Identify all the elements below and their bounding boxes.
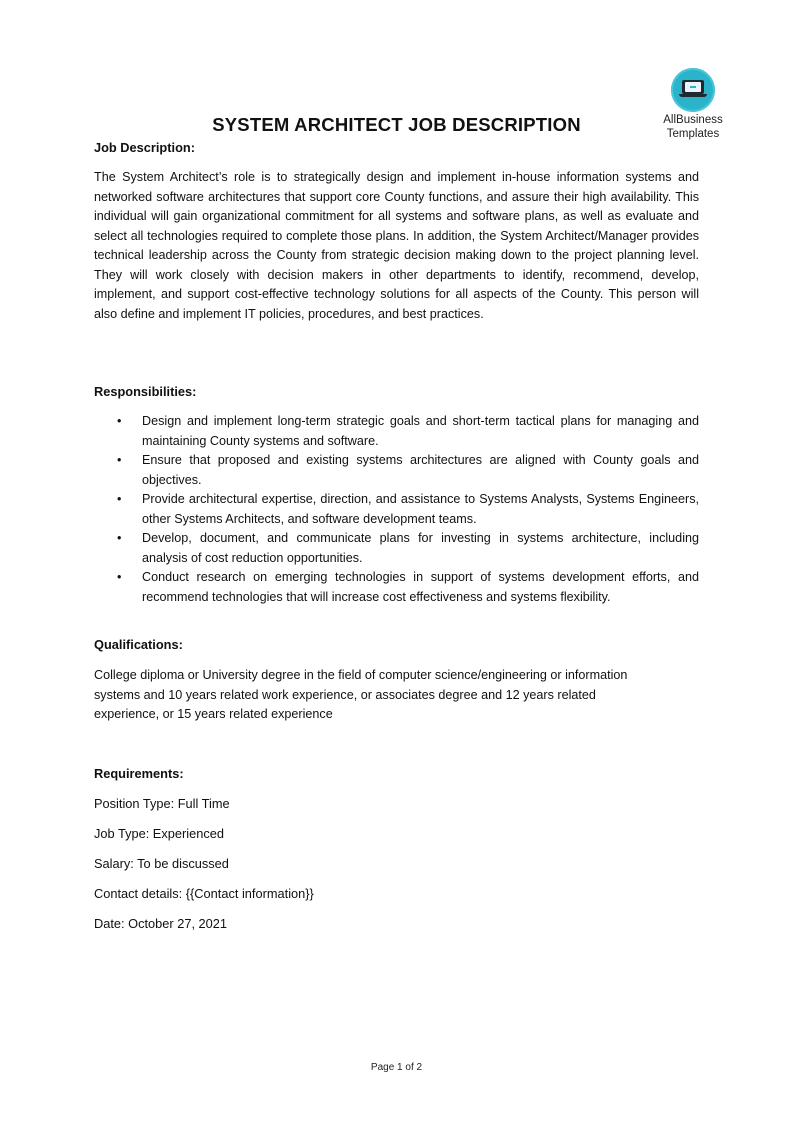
salary: Salary: To be discussed	[94, 856, 229, 871]
page-title: SYSTEM ARCHITECT JOB DESCRIPTION	[212, 114, 581, 135]
job-type: Job Type: Experienced	[94, 826, 224, 841]
responsibility-text: Design and implement long-term strategic goals and short-term tactical plans for managing and maintaining County systems and software.	[142, 414, 699, 448]
responsibilities-list	[94, 412, 699, 607]
list-item	[94, 451, 699, 490]
contact-details: Contact details: {{Contact information}}	[94, 886, 314, 901]
list-item	[94, 529, 699, 568]
responsibility-text: Develop, document, and communicate plans for investing in systems architecture, including analysis of cost reduction opportunities.	[142, 531, 699, 565]
qualifications-line: College diploma or University degree in the field of computer science/engineering or information	[94, 668, 628, 682]
bullet-icon: •	[117, 492, 122, 506]
list-item	[94, 490, 699, 529]
responsibility-text: Ensure that proposed and existing systems architectures are aligned with County goals and objectives.	[142, 453, 699, 487]
bullet-icon: •	[117, 414, 122, 428]
logo-text-line1: AllBusiness	[663, 114, 723, 126]
bullet-icon: •	[117, 531, 122, 545]
qualifications-section	[94, 637, 699, 652]
laptop-icon	[671, 68, 715, 112]
date: Date: October 27, 2021	[94, 916, 228, 931]
bullet-icon: •	[117, 570, 122, 584]
responsibilities-list-wrap	[94, 412, 699, 607]
list-item	[94, 568, 699, 607]
logo-text-line2: Templates	[666, 128, 720, 140]
requirements-heading: Requirements:	[94, 766, 184, 781]
list-item	[94, 412, 699, 451]
responsibilities-section	[94, 384, 699, 399]
qualifications-body-wrap	[94, 666, 699, 725]
job-description-body: The System Architect’s role is to strategically design and implement in-house information systems and networked software architectures that support core County functions, and assure their high availability. This individual will gain organizational commitment for all systems and software plans, as well as evaluate and select all technologies required to complete those plans. In addition, the System Architect/Manager provides technical leadership across the County from strategic decision making down to the project planning level. They will work closely with decision makers in other departments to identify, recommend, develop, implement, and support cost-effective technology solutions for all aspects of the County. This person will also define and implement IT policies, procedures, and best practices.	[94, 170, 699, 321]
job-description-body-wrap	[94, 168, 699, 324]
job-description-heading: Job Description:	[94, 140, 195, 155]
responsibility-text: Conduct research on emerging technologies in support of systems development efforts, and recommend technologies that will increase cost effectiveness and systems flexibility.	[142, 570, 699, 604]
position-type: Position Type: Full Time	[94, 796, 230, 811]
responsibility-text: Provide architectural expertise, direction, and assistance to Systems Analysts, Systems Engineers, other Systems Architects, and software development teams.	[142, 492, 699, 526]
qualifications-line: experience, or 15 years related experience	[94, 707, 333, 721]
job-description-section	[94, 140, 699, 155]
page-footer: Page 1 of 2	[370, 1062, 423, 1073]
qualifications-line: systems and 10 years related work experience, or associates degree and 12 years related	[94, 687, 596, 702]
bullet-icon: •	[117, 453, 122, 467]
responsibilities-heading: Responsibilities:	[94, 384, 197, 399]
qualifications-heading: Qualifications:	[94, 637, 183, 652]
